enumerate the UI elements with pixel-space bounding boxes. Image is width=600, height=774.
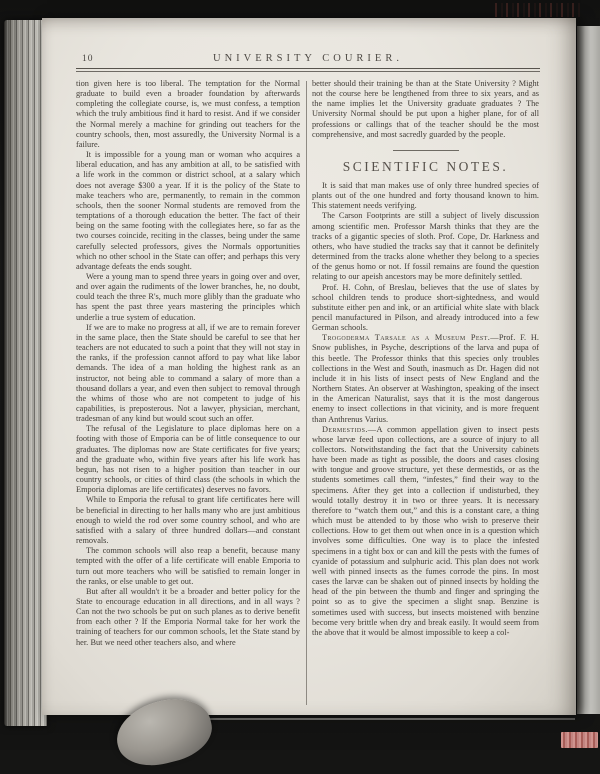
paragraph bbox=[312, 181, 539, 211]
text-columns bbox=[76, 79, 540, 705]
left-column bbox=[76, 79, 300, 705]
paragraph-text: Were a young man to spend three years in going over and over, and over again the rudiments of the lower branches, he, no doubt, could teach the three R's, much more glibly than the graduate who has spent the past three years mastering the principles which underlie a true system of education. bbox=[76, 271, 300, 322]
paragraph-text: The refusal of the Legislature to place diplomas here on a footing with those of Emporia can be of little consequence to our graduates. The diplomas now are State certificates for five years; and the graduate who, within five years after his life work has begun, has not risen to a higher position than teacher in our country schools, or cities of third class (the schools in which the Emporia diplomas are life certificates) deserves no favors. bbox=[76, 424, 300, 495]
pink-bookmark-tab bbox=[561, 732, 598, 748]
paragraph bbox=[76, 495, 300, 546]
paragraph-text: It is impossible for a young man or woman who acquires a liberal education, and has any ambition at all, to be satisfied with a life work in the common or district school, at a salary which does not average $300 a year. If it is the policy of the State to make teachers who are, permanently, to remain in the common schools, then the sooner Normal students are removed from the temptations of a thorough education the better. The fact of their being on the same footing with the collegiates here, so far as the two courses coincide, reciting in the classes, being under the same carefully selected professors, gives the Normals opportunities which no other school in the State can offer; and perhaps this very advantage defeats the ends sought. bbox=[76, 150, 300, 271]
paragraph-text: While to Emporia the refusal to grant life certificates here will be beneficial in directing to her halls many who are just ambitious enough to wield the rod over some country school, and who are satisfied with a salary of three hundred dollars—and constant removals. bbox=[76, 495, 300, 546]
adjacent-page-edge bbox=[577, 26, 600, 714]
paragraph-text: A common appellation given to insect pests whose larvæ feed upon collections, are a source of injury to all collectors. Notwithstanding the fact that the University cabinets have been made as tight as possible, the doors and cases closing with tongue and groove structure, yet these dermestids, or as the students sometimes call them, “infestes,” find their way to the specimens. After they get into a collection if undisturbed, they would totally destroy it in two or three years. It is necessary therefore to “watch them out,” and this is a constant care, a thing which must be attended to by those who wish to preserve their collections. How to get them out when once in is a question which involves some difficulties. One way is to place the infested specimens in a tight box or can and kill the pests with the fumes of cyanide of potassium and sulphuric acid. This plan does not work well with pinned insects as the fumes corrode the pins. In most cases the larvæ can be shaken out of pinned insects by holding the head of the pin between the thumb and finger and springing the point so as to give the specimen a slight snap. Benzine is sometimes used with success, but insects moistened with benzine become very brittle when dry and break easily. It would seem from the above that it would be almost impossible to keep a col- bbox=[312, 424, 539, 637]
scanned-page bbox=[42, 18, 576, 715]
paragraph-lead: Dermestids.— bbox=[322, 424, 377, 434]
paragraph bbox=[312, 333, 539, 424]
header-rule bbox=[76, 68, 540, 72]
paragraph-text: tion given here is too liberal. The temptation for the Normal graduate to build even a broader foundation by afterwards completing the collegiate course, is, we must confess, a temption which the truly ambitious find it hard to resist. And if we consider the Normal merely a machine for grinding out teachers for the country schools, then, most assuredly, the University Normal is a failure. bbox=[76, 79, 300, 149]
paragraph bbox=[312, 425, 539, 638]
paragraph-text: better should their training be than at the State University ? Might not the course here be lengthened from three to six years, and as the name implies let the University graduate graduates ? The University Normal should be put upon a higher plane, for of all professions or callings that of the teacher should be the most comprehensive, and most sacredly guarded by the people. bbox=[312, 79, 539, 139]
paragraph-text: Prof. F. H. Snow publishes, in Psyche, descriptions of the larva and pupa of this beetle. The Professor thinks that this species only troubles collections in the West and South, inasmuch as Dr. Hagen did not include it in his lists of insect pests of New England and the Northern States. An observer at Washington, speaking of the insect in the American Naturalist, says that it is the most dangerous enemy to insect collections in that vicinity, and is more frequent than Anthrenus Varius. bbox=[312, 333, 539, 424]
paragraph-text: Prof. H. Cohn, of Breslau, believes that the use of slates by school children tends to produce short-sightedness, and would substitute either pen and ink, or an artificial white slate with black pencil manufactured in Pilson, and already introduced into a few German schools. bbox=[312, 282, 539, 333]
paragraph-text: But after all wouldn't it be a broader and better policy for the State to encourage education in all directions, and in all ways ? Can not the two schools be put on such planes as to derive benefit from each other ? If the Emporia Normal take for her work the training of teachers for our common schools, let the State stand by her. But we need other teachers also, and where bbox=[76, 586, 300, 647]
page-number: 10 bbox=[82, 54, 94, 64]
paragraph bbox=[312, 211, 539, 282]
paragraph-text: It is said that man makes use of only three hundred species of plants out of the one hundred and forty thousand known to him. This statement needs verifying. bbox=[312, 180, 539, 211]
book-page-edges bbox=[4, 20, 47, 726]
paragraph bbox=[76, 272, 300, 323]
paragraph-text: If we are to make no progress at all, if we are to remain forever in the same place, then the State should be careful to see that her teachers are not educated to such a point that they will not stay in the ranks, if the profession cannot afford to pay what like labor demands. The idea of a man holding the highest rank as an instructor, not being able to command a salary of more than a thousand dollars a year, and even then subject to removal through the whims of those who are not competent to judge of his capabilities, is preposterous. Not a lawyer, physician, merchant, tradesman of any kind but would scout such an offer. bbox=[76, 322, 300, 424]
paragraph bbox=[312, 283, 539, 334]
paragraph bbox=[76, 587, 300, 648]
paragraph-lead: Trogoderma Tarsale as a Museum Pest.— bbox=[322, 333, 499, 343]
paragraph bbox=[76, 546, 300, 587]
paragraph bbox=[312, 79, 539, 140]
section-divider-rule bbox=[393, 150, 459, 151]
paragraph bbox=[76, 323, 300, 425]
paragraph bbox=[76, 79, 300, 150]
article-continuation bbox=[312, 79, 539, 140]
page-header bbox=[76, 48, 540, 64]
paragraph-text: The common schools will also reap a benefit, because many tempted with the offer of a life certificate will enable Emporia to turn out more teachers who will be satisfied to remain longer in the ranks, or else unable to get out. bbox=[76, 546, 300, 586]
right-column bbox=[312, 79, 539, 705]
column-divider-rule bbox=[306, 81, 307, 705]
paragraph bbox=[76, 424, 300, 495]
scientific-notes-section bbox=[312, 181, 539, 638]
masthead-title: UNIVERSITY COURIER. bbox=[213, 53, 403, 64]
page-edge-serration-marks bbox=[495, 3, 581, 17]
section-heading: SCIENTIFIC NOTES. bbox=[342, 158, 509, 174]
paragraph bbox=[76, 150, 300, 272]
paragraph-text: The Carson Footprints are still a subject of lively discussion among scientific men. Professor Marsh thinks that they are the tracks of a gigantic species of sloth. Prof. Cope, Dr. Harkness and others, who have studied the tracks say that it cannot be definitely determined from the tracks alone whether they belong to a species of the genus homo or not. If fossil remains are found the question relating to our apeish ancestors may be more definitely settled. bbox=[312, 211, 539, 282]
